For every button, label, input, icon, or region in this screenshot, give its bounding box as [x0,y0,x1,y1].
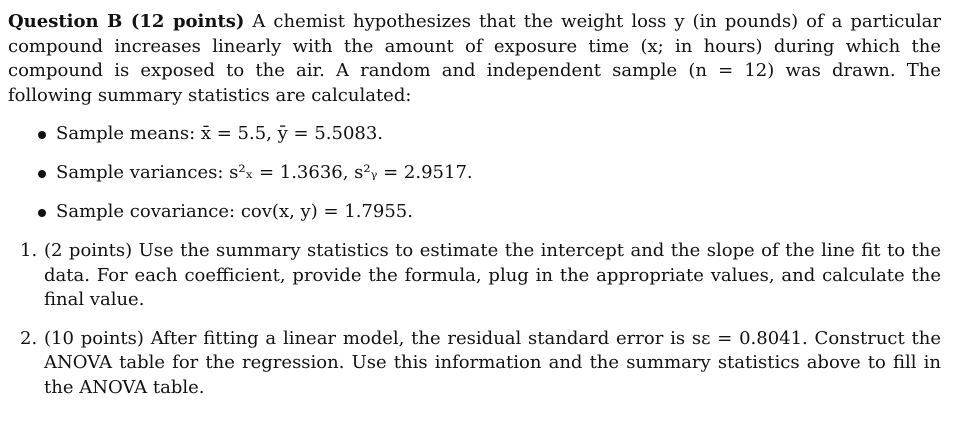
question-intro-paragraph [8,10,941,108]
question-intro-text: A chemist hypothesizes that the weight loss y (in pounds) of a particular compound increases linearly with the amount of exposure time (x; in hours) during which the compound is exposed to the air. A random and independent sample (n = 12) was drawn. The following summary statistics are calculated: [8,11,941,106]
bullet-icon [38,209,46,217]
question-part-text: (10 points) After fitting a linear model, the residual standard error is sε = 0.8041. Construct the ANOVA table for the regression. Use this information and the summary statistics above to fill in the ANOVA table. [44,327,941,398]
summary-item-label: Sample means: [56,123,196,144]
question-part-number: 1. [20,240,38,261]
question-part-1 [20,239,941,313]
bullet-icon [38,131,46,139]
question-parts-list [8,239,941,400]
question-part-text: (2 points) Use the summary statistics to estimate the intercept and the slope of the line fit to the data. For each coefficient, provide the formula, plug in the appropriate values, and calculate the final value. [44,240,941,310]
summary-item-value: cov(x, y) = 1.7955. [240,201,413,222]
summary-item-means [42,122,941,146]
bullet-icon [38,170,46,178]
summary-item-label: Sample covariance: [56,201,236,222]
summary-statistics-list [8,122,941,224]
summary-item-value: x̄ = 5.5, ȳ = 5.5083. [200,123,384,144]
summary-item-value: s²ₓ = 1.3636, s²ᵧ = 2.9517. [229,162,473,183]
question-part-2 [20,327,941,401]
question-heading: Question B (12 points) [8,11,245,32]
summary-item-covariance [42,200,941,224]
summary-item-label: Sample variances: [56,162,224,183]
question-part-number: 2. [20,327,38,349]
summary-item-variances [42,161,941,185]
